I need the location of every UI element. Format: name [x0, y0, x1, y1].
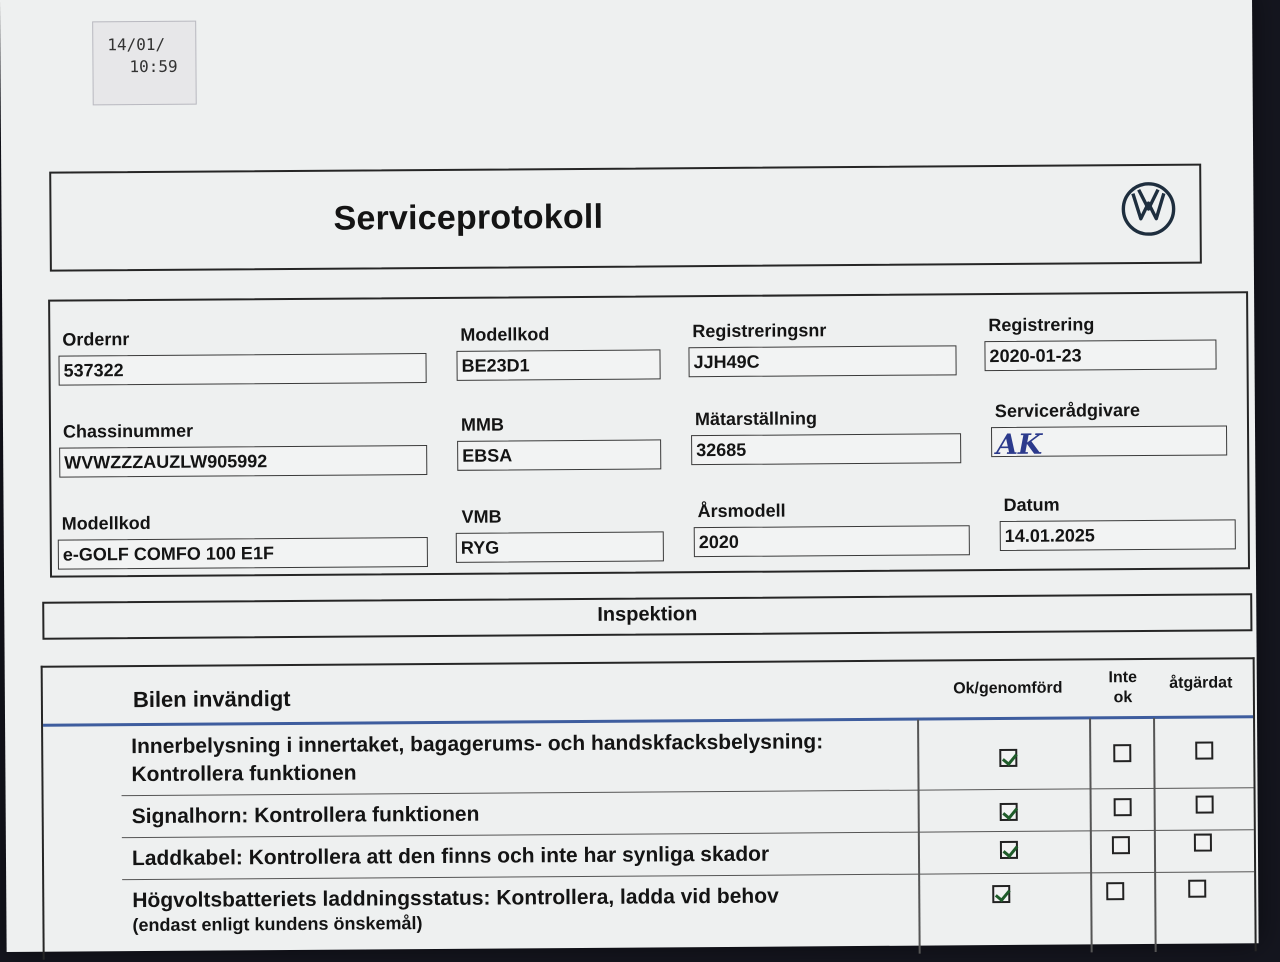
section-title: Bilen invändigt	[132, 685, 291, 713]
registreringsnr-label: Registreringsnr	[692, 320, 827, 342]
sticker-date: 14/01/	[107, 34, 166, 55]
time-stamp-sticker	[92, 21, 197, 106]
arsmodell-field: 2020	[694, 525, 970, 557]
inte-ok-checkbox[interactable]	[1114, 798, 1132, 816]
ordernr-field: 537322	[58, 353, 426, 386]
ok-checkbox[interactable]	[1000, 841, 1018, 859]
row-line2: (endast enligt kundens önskemål)	[132, 913, 423, 936]
vehicle-info-box	[48, 291, 1250, 577]
mmb-field: EBSA	[457, 439, 661, 470]
chassinummer-field: WVWZZZAUZLW905992	[59, 445, 427, 478]
datum-label: Datum	[1003, 494, 1060, 516]
inspection-header-box	[42, 593, 1252, 639]
chassinummer-label: Chassinummer	[62, 420, 194, 442]
atgardat-checkbox[interactable]	[1188, 880, 1206, 898]
table-row	[122, 831, 1254, 880]
inte-ok-checkbox[interactable]	[1112, 836, 1130, 854]
row-text: Signalhorn: Kontrollera funktionen	[131, 802, 480, 829]
sticker-time: 10:59	[129, 56, 178, 77]
ordernr-label: Ordernr	[62, 329, 130, 350]
table-row	[122, 789, 1254, 838]
table-row	[122, 873, 1255, 961]
modellkod-2-field: e-GOLF COMFO 100 E1F	[58, 537, 428, 570]
col-ok-header: Ok/genomförd	[953, 679, 1063, 698]
matarstallning-field: 32685	[691, 433, 961, 465]
registrering-field: 2020-01-23	[984, 340, 1216, 372]
inspection-title: Inspektion	[597, 603, 698, 626]
table-row	[121, 719, 1253, 796]
row-text	[131, 728, 823, 789]
inte-ok-checkbox[interactable]	[1106, 882, 1124, 900]
atgardat-checkbox[interactable]	[1196, 796, 1214, 814]
modellkod-2-label: Modellkod	[61, 512, 151, 534]
inte-ok-checkbox[interactable]	[1113, 744, 1131, 762]
registreringsnr-field: JJH49C	[688, 345, 956, 377]
ok-checkbox[interactable]	[999, 749, 1017, 767]
atgardat-checkbox[interactable]	[1195, 742, 1213, 760]
serviceradgivare-signature: AK	[991, 425, 1227, 457]
mmb-label: MMB	[460, 414, 505, 435]
arsmodell-label: Årsmodell	[697, 500, 786, 522]
ok-checkbox[interactable]	[992, 885, 1010, 903]
atgardat-checkbox[interactable]	[1194, 834, 1212, 852]
header-box	[49, 164, 1202, 272]
modellkod-label: Modellkod	[460, 324, 550, 345]
datum-field: 14.01.2025	[1000, 519, 1236, 551]
page-title: Serviceprotokoll	[333, 197, 604, 238]
registrering-label: Registrering	[988, 314, 1095, 336]
ok-checkbox[interactable]	[1000, 803, 1018, 821]
row-line1: Innerbelysning i innertaket, bagagerums- och handskfacksbelysning:	[131, 730, 824, 759]
inspection-table	[41, 657, 1257, 959]
row-line1: Högvoltsbatteriets laddningsstatus: Kontrollera, ladda vid behov	[132, 884, 779, 913]
row-text	[132, 883, 779, 936]
row-text: Laddkabel: Kontrollera att den finns och inte har synliga skador	[131, 842, 770, 871]
col-inte-ok-header	[1093, 668, 1153, 708]
col-inte-ok-line2: ok	[1113, 689, 1133, 707]
matarstallning-label: Mätarställning	[694, 408, 818, 430]
vmb-label: VMB	[461, 506, 502, 527]
col-atgardat-header: åtgärdat	[1169, 674, 1233, 692]
vmb-field: RYG	[456, 531, 664, 562]
vw-logo-icon	[1119, 180, 1177, 238]
col-inte-ok-line1: Inte	[1108, 669, 1138, 687]
row-line2: Kontrollera funktionen	[131, 761, 357, 787]
modellkod-field: BE23D1	[456, 349, 660, 380]
serviceradgivare-label: Servicerådgivare	[994, 400, 1141, 422]
